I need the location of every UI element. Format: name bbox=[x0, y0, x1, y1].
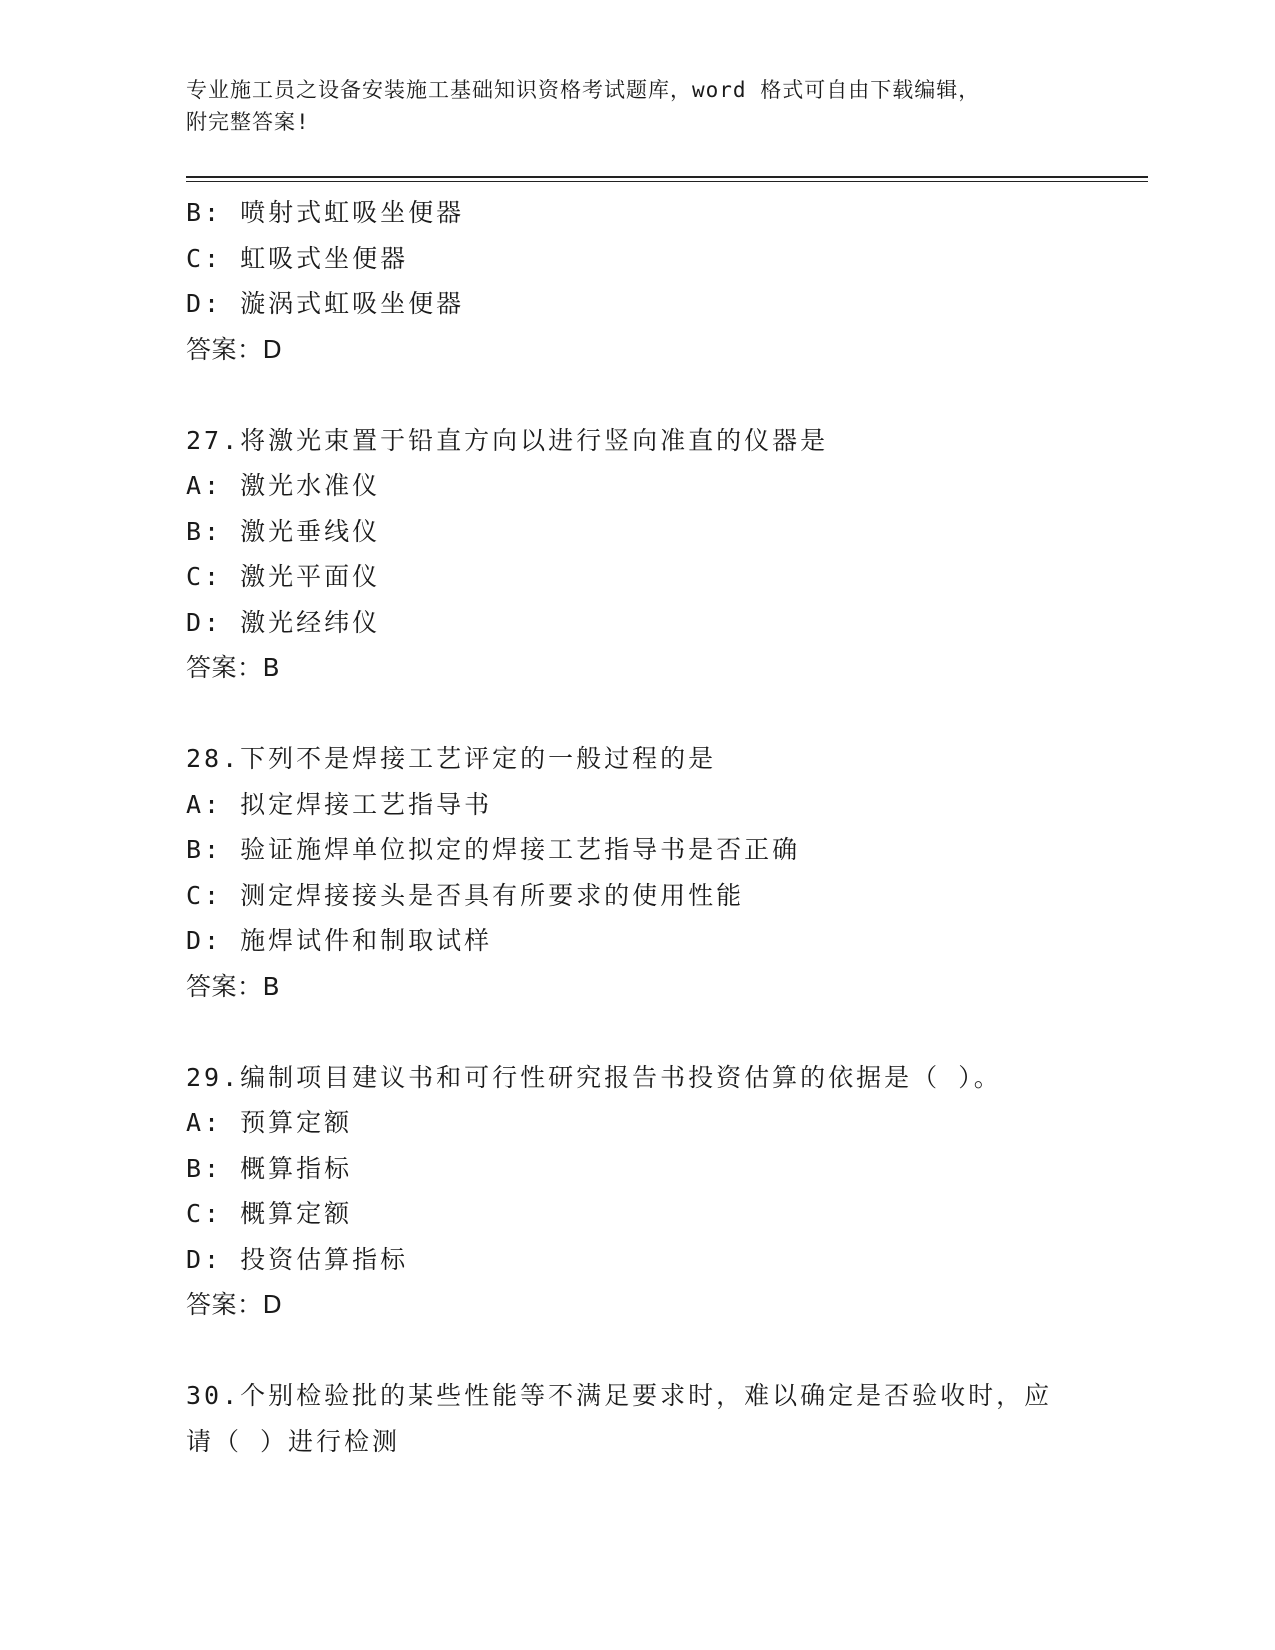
question-spacer bbox=[186, 691, 1086, 737]
document-header bbox=[186, 74, 1066, 138]
header-divider-thin bbox=[186, 181, 1148, 182]
option-a: A: 预算定额 bbox=[186, 1108, 353, 1137]
option-d: D: 施焊试件和制取试样 bbox=[186, 926, 493, 955]
answer: 答案：B bbox=[186, 971, 281, 1001]
option-a: A: 拟定焊接工艺指导书 bbox=[186, 789, 493, 819]
question-spacer bbox=[186, 1328, 1086, 1374]
option-b: B: 概算指标 bbox=[186, 1153, 353, 1183]
question-29 bbox=[186, 1055, 1086, 1328]
header-line-1: 专业施工员之设备安装施工基础知识资格考试题库，word 格式可自由下载编辑， bbox=[186, 78, 981, 102]
option-c: C: 激光平面仪 bbox=[186, 562, 381, 591]
question-stem: 28.下列不是焊接工艺评定的一般过程的是 bbox=[186, 744, 717, 773]
option-b: B: 验证施焊单位拟定的焊接工艺指导书是否正确 bbox=[186, 835, 801, 864]
option-d: D: 漩涡式虹吸坐便器 bbox=[186, 289, 465, 318]
answer: 答案：B bbox=[186, 653, 281, 682]
answer: 答案：D bbox=[186, 1290, 283, 1319]
option-d: D: 激光经纬仪 bbox=[186, 607, 381, 637]
option-c: C: 概算定额 bbox=[186, 1199, 353, 1228]
option-c: C: 测定焊接接头是否具有所要求的使用性能 bbox=[186, 880, 745, 910]
option-b: B: 喷射式虹吸坐便器 bbox=[186, 198, 465, 227]
question-30 bbox=[186, 1373, 1086, 1464]
option-b: B: 激光垂线仪 bbox=[186, 516, 381, 546]
answer: 答案：D bbox=[186, 334, 283, 364]
question-spacer bbox=[186, 372, 1086, 418]
question-28 bbox=[186, 736, 1086, 1009]
question-stem-line-2: 请（ ）进行检测 bbox=[186, 1426, 401, 1456]
question-list bbox=[186, 190, 1086, 1464]
header-divider-thick bbox=[186, 176, 1148, 178]
option-d: D: 投资估算指标 bbox=[186, 1244, 409, 1274]
question-26-continued bbox=[186, 190, 1086, 372]
question-stem-line-1: 30.个别检验批的某些性能等不满足要求时，难以确定是否验收时，应 bbox=[186, 1381, 1053, 1410]
question-spacer bbox=[186, 1009, 1086, 1055]
option-c: C: 虹吸式坐便器 bbox=[186, 243, 409, 273]
option-a: A: 激光水准仪 bbox=[186, 471, 381, 500]
header-line-2: 附完整答案! bbox=[186, 110, 310, 134]
question-stem: 27.将激光束置于铅直方向以进行竖向准直的仪器是 bbox=[186, 425, 829, 455]
question-stem: 29.编制项目建议书和可行性研究报告书投资估算的依据是（ ）。 bbox=[186, 1062, 1002, 1092]
question-27 bbox=[186, 418, 1086, 691]
